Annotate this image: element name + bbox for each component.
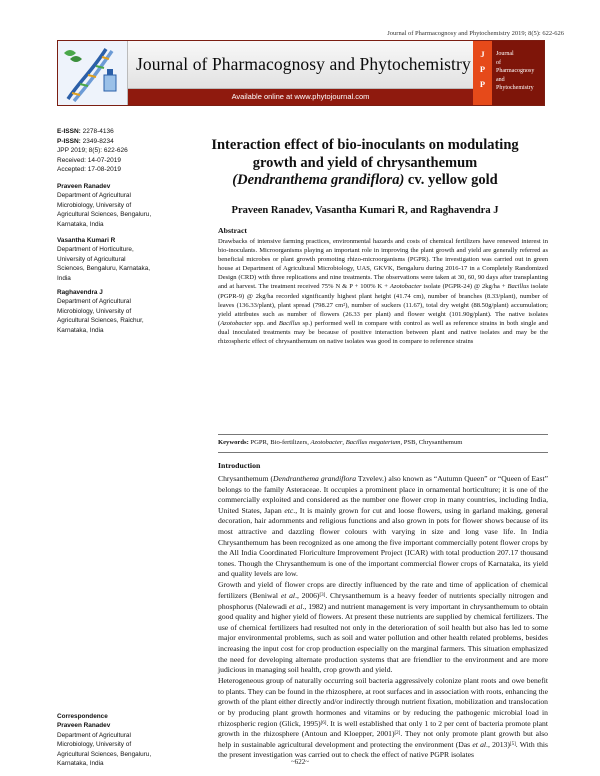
correspondence-block: Correspondence Praveen Ranadev Department of Agricultural Microbiology, University of Agricultural Sciences, Bengaluru, Karnataka, India bbox=[57, 713, 152, 768]
journal-title: Journal of Pharmacognosy and Phytochemistry bbox=[136, 54, 471, 74]
abstract-text: Drawbacks of intensive farming practices, environmental hazards and costs of chemical fertilizers have renewed interest in bio-inoculants. Microorganisms playing an important role in improving the plant growth and yield are generally referred as beneficial microbes or plant growth promoting rhizo-microorganisms (PGPR). The investigation was carried out in green house at Department of Agricultural Microbiology, UAS, GKVK, Bengaluru during 2016-17 in a Completely Randomized Design (CRD) with three replications and nine treatments. The observations were taken at 30, 60, 90 days after transplanting and at harvest. The treatment received 75% N & P + 100% K + Azotobacter isolate (PGPR-24) @ 2kg/ha + Bacillus isolate (PGPR-9) @ 2kg/ha recorded significantly highest plant height (41.74 cm), number of branches (8.33/plant), number of leaves (136.33/plant), plant spread (798.27 cm²), number of suckers (11.67), total dry weight (88.50g/plant) accumulation; yield attributes such as number of flowers (26.33 per plant) and flower weight (101.90g/plant). The native isolates (Azotobacter spp. and Bacillus sp.) performed well in compare with control as well as reference strains in both single and dual inoculated treatments may be because of positive interaction between plant and native isolates and may be the rhizospheric effect of chrysanthemum on native isolates was good in compare to reference strains bbox=[218, 238, 548, 346]
side-journal-title: Journal of Pharmacognosy and Phytochemistry bbox=[496, 51, 535, 91]
paper-authors: Praveen Ranadev, Vasantha Kumari R, and Raghavendra J bbox=[231, 205, 499, 216]
abstract-heading: Abstract bbox=[218, 226, 248, 235]
introduction-text bbox=[218, 474, 548, 761]
dna-logo-icon bbox=[58, 41, 128, 105]
journal-side-box bbox=[473, 41, 544, 105]
introduction-heading: Introduction bbox=[218, 461, 261, 470]
author-affiliation-3: Raghavendra J Department of Agricultural Microbiology, University of Agricultural Sciences, Raichur, Karnataka, India bbox=[57, 289, 144, 334]
keywords-divider bbox=[218, 452, 548, 453]
jpp-letters: J P P bbox=[473, 41, 492, 105]
intro-paragraph-1: Chrysanthemum (Dendranthema grandiflora Tzvelev.) also known as “Autumn Queen” or “Queen of East” belongs to the family Asteraceae. It occupies a prominent place in ornamental horticulture; it is one of the commercially exploited and considered as the number one flower crop in many countries, including India, United States, Japan etc., It is mainly grown for cut and loose flowers, using in garland making, general decoration, hair adornments and religious functions and also grown in pots for flower shows because of its most attractive and dazzling flower colours with varying in size and long vase life. In India Chrysanthemum has been recognized as one among the five important commercially potent flower crops by the All India Coordinated Floriculture Improvement Project (ICAR) with total production 207.17 thousand tones. Though the Chrysanthemum is one of the important commercial flower crops of Karnataka, its yield and quality levels are low. bbox=[218, 474, 549, 579]
intro-paragraph-2: Growth and yield of flower crops are directly influenced by the rate and time of application of chemical fertilizers (Beniwal et al., 2006)[3]. Chrysanthemum is a heavy feeder of nutrients specially nitrogen and phosphorus (Nalewadi et al., 1982) and nutrient management is very important in chrysanthemum to obtain good quality and higher yield of flowers. At present these nutrients are supplied by chemical fertilizers. The use of chemical fertilizers had resulted not only in the deterioration of soil health but also has led to some major environmental problems, such as soil and water pollution and other health related problems, besides increasing the input cost for crop production especially on the marginal farmers. This situation emphasized the need for developing alternate production systems that are friendlier to the environment and are more judicious in managing soil health, crop growth and yield. bbox=[218, 580, 548, 675]
abstract-divider bbox=[218, 434, 548, 435]
intro-paragraph-3: Heterogeneous group of naturally occurring soil bacteria aggressively colonize plant roots and owe benefit to plants. They can be found in the rhizosphere, at root surfaces and in association with roots, enhancing the growth of the plant either directly and/or indirectly through nutrient fixation, mobilization and translocation or by producing plant growth hormones and vitamins or by reducing the pathogenic microbial load in rhizospheric region (Glick, 1995)[6]. It is well established that only 1 to 2 per cent of bacteria promote plant growth in the rhizosphere (Antoun and Kloepper, 2001)[2]. They not only promote plant growth but also help in sustainable agricultural development and protecting the environment (Das et al., 2013)[5]. With this the present investigation was carried out to check the effect of native PGPR isolates bbox=[218, 676, 548, 760]
author-affiliation-1: Praveen Ranadev Department of Agricultural Microbiology, University of Agricultural Sciences, Bengaluru, Karnataka, India bbox=[57, 183, 152, 228]
journal-masthead bbox=[57, 40, 545, 106]
online-availability-bar: Available online at www.phytojournal.com bbox=[128, 89, 473, 105]
author-affiliation-2: Vasantha Kumari R Department of Horticulture, University of Agricultural Sciences, Bengaluru, Karnataka, India bbox=[57, 237, 151, 282]
paper-title: Interaction effect of bio-inoculants on modulating growth and yield of chrysanthemum (Dendranthema grandiflora) cv. yellow gold bbox=[211, 137, 519, 188]
article-meta: E-ISSN: 2278-4136 P-ISSN: 2349-8234 JPP 2019; 8(5): 622-626 Received: 14-07-2019 Accepted: 17-08-2019 bbox=[57, 128, 128, 174]
journal-logo bbox=[58, 41, 128, 105]
journal-title-bar bbox=[128, 41, 473, 89]
keywords: Keywords: PGPR, Bio-fertilizers, Azotobacter, Bacillus megaterium, PSB, Chrysanthemum bbox=[218, 439, 463, 446]
running-citation: Journal of Pharmacognosy and Phytochemistry 2019; 8(5): 622-626 bbox=[387, 30, 564, 37]
page-number: ~622~ bbox=[290, 758, 310, 766]
